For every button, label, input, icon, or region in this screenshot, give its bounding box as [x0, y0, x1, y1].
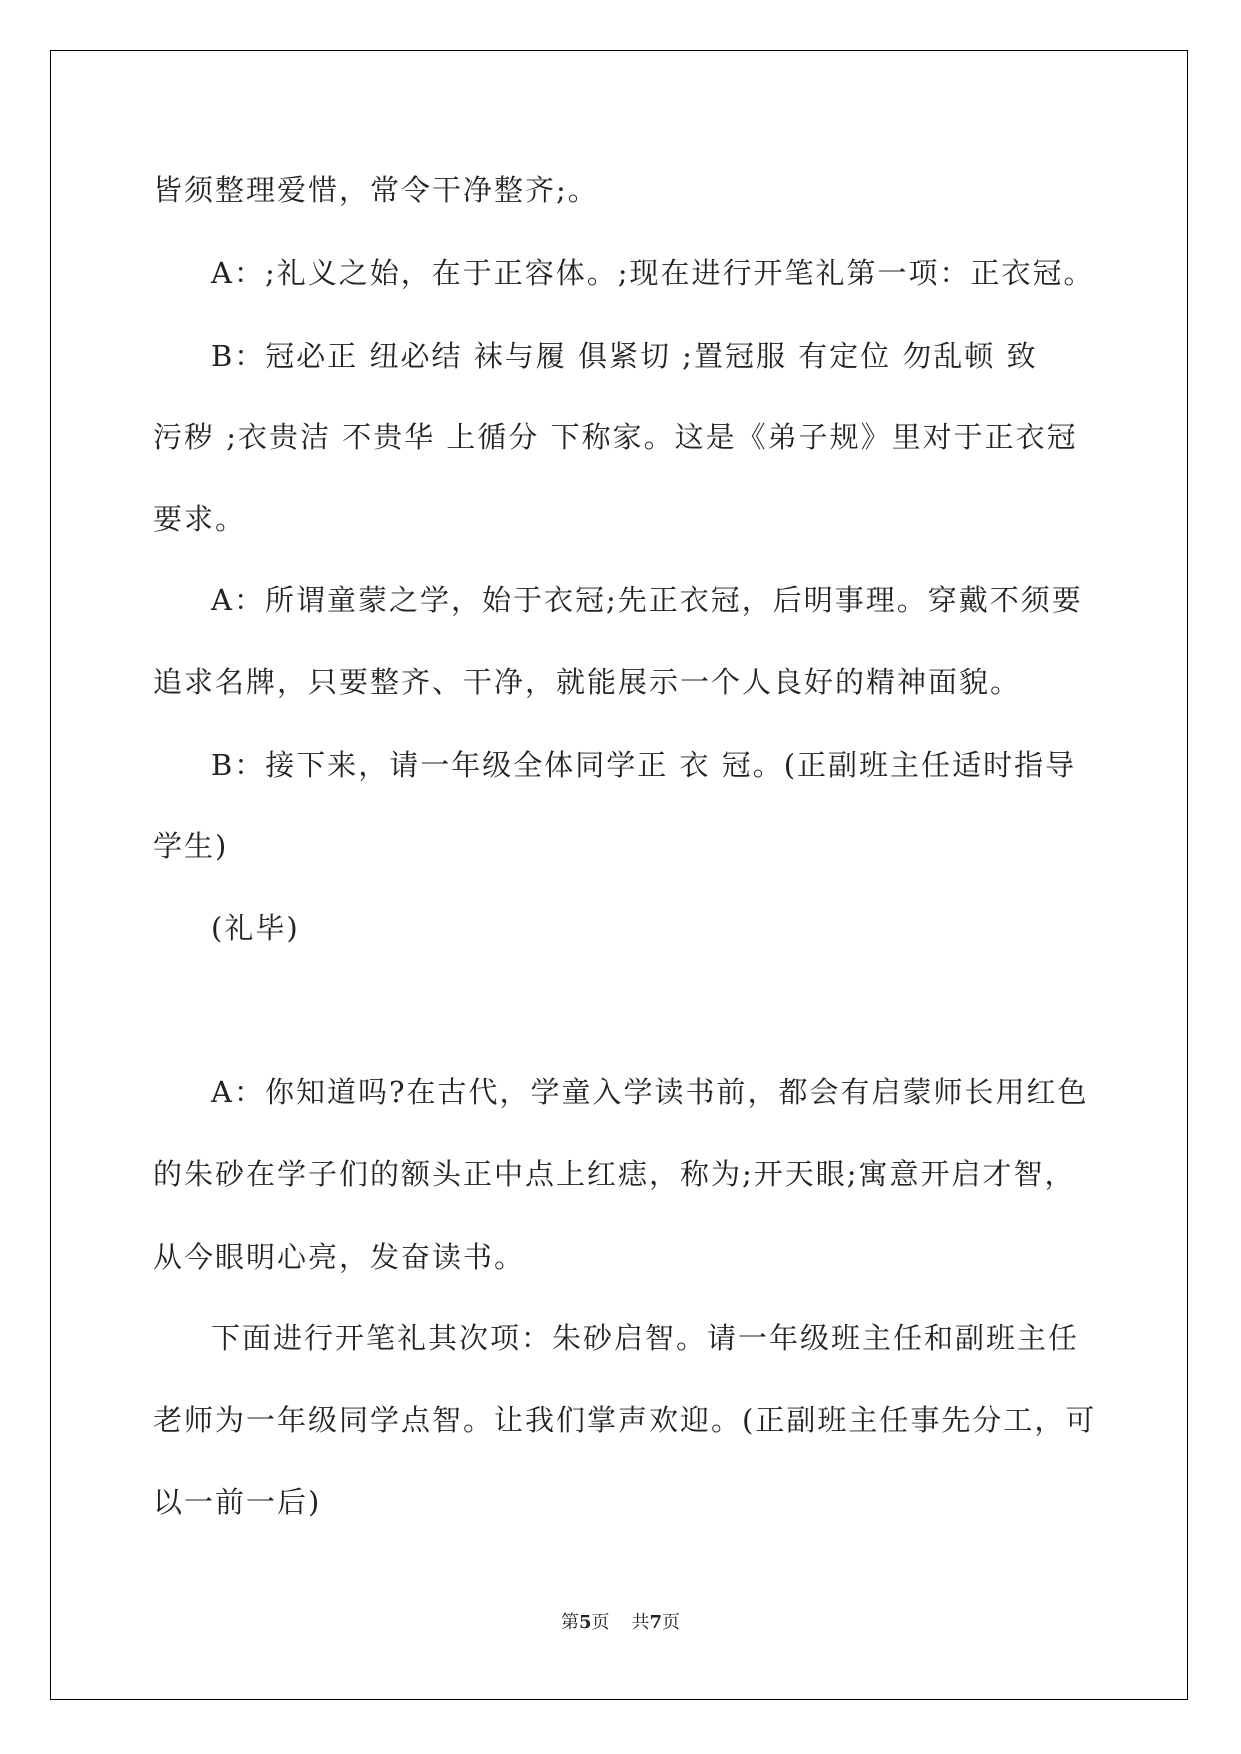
text-line: B：冠必正 纽必结 袜与履 俱紧切 ;置冠服 有定位 勿乱顿 致: [211, 339, 1038, 373]
total-suffix: 页: [662, 1612, 681, 1633]
text-line: 污秽 ;衣贵洁 不贵华 上循分 下称家。这是《弟子规》里对于正衣冠: [153, 420, 1078, 454]
text-line: 以一前一后): [153, 1485, 322, 1519]
text-line: 从今眼明心亮，发奋读书。: [153, 1240, 526, 1274]
text-line: 老师为一年级同学点智。让我们掌声欢迎。(正副班主任事先分工，可: [153, 1403, 1097, 1437]
text-line: 要求。: [153, 502, 247, 536]
page-prefix: 第: [560, 1612, 579, 1633]
text-line: 下面进行开笔礼其次项：朱砂启智。请一年级班主任和副班主任: [211, 1321, 1080, 1355]
current-page-number: 5: [578, 1612, 592, 1633]
text-line: 的朱砂在学子们的额头正中点上红痣，称为;开天眼;寓意开启才智，: [153, 1157, 1076, 1191]
text-line: (礼毕): [211, 911, 300, 945]
text-line: A：;礼义之始，在于正容体。;现在进行开笔礼第一项：正衣冠。: [211, 256, 1095, 290]
text-line: B：接下来，请一年级全体同学正 衣 冠。(正副班主任适时指导: [211, 748, 1077, 782]
page-suffix: 页: [591, 1612, 610, 1633]
total-pages-number: 7: [649, 1612, 663, 1633]
page-border: [50, 50, 1188, 1700]
text-line: 学生): [153, 829, 229, 863]
text-line: 追求名牌，只要整齐、干净，就能展示一个人良好的精神面貌。: [153, 665, 1022, 699]
text-line: A：你知道吗?在古代，学童入学读书前，都会有启蒙师长用红色: [211, 1075, 1089, 1109]
text-line: 皆须整理爱惜，常令干净整齐;。: [153, 173, 599, 207]
page-footer: [0, 1608, 1241, 1634]
total-prefix: 共: [631, 1612, 650, 1633]
text-line: A：所谓童蒙之学，始于衣冠;先正衣冠，后明事理。穿戴不须要: [211, 583, 1083, 617]
